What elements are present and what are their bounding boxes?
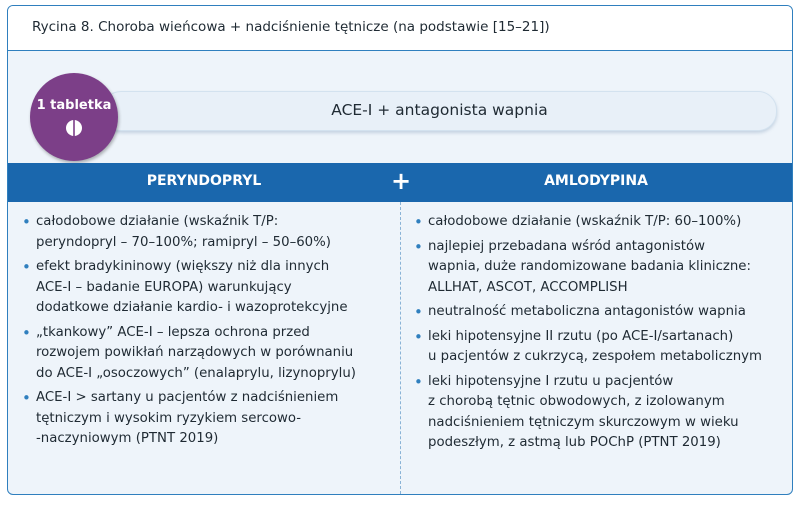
left-drug-header: PERYNDOPRYL (146, 173, 262, 189)
badge-label: 1 tabletka (36, 98, 112, 113)
column-divider (400, 202, 401, 494)
list-item: • leki hipotensyjne I rzutu u pacjentów z chorobą tętnic obwodowych, z izolowanym nadciśnieniem tętniczym skurczowym w wieku podeszłym, z astmą lub POChP (PTNT 2019) (410, 372, 780, 454)
list-item: • leki hipotensyjne II rzutu (po ACE-I/sartanach) u pacjentów z cukrzycą, zespołem metabolicznym (410, 327, 780, 368)
regimen-description: ACE-I + antagonista wapnia (331, 101, 548, 119)
figure-title-bar (8, 6, 792, 51)
list-item: • całodobowe działanie (wskaźnik T/P: 60–100%) (410, 212, 780, 233)
drug-columns-header (8, 163, 792, 202)
regimen-description-pill (102, 91, 777, 131)
one-tablet-badge (30, 73, 118, 161)
list-item: • najlepiej przebadana wśród antagonistów wapnia, duże randomizowane badania kliniczne: ALLHAT, ASCOT, ACCOMPLISH (410, 237, 780, 299)
pill-icon (65, 119, 83, 137)
figure-frame (7, 5, 793, 495)
perindopril-list (18, 212, 393, 454)
list-item: • efekt bradykininowy (większy niż dla innych ACE-I – badanie EUROPA) warunkujący dodatkowe działanie kardio- i wazoprotekcyjne (18, 257, 393, 319)
list-item: • całodobowe działanie (wskaźnik T/P: peryndopryl – 70–100%; ramipryl – 50–60%) (18, 212, 393, 253)
list-item: • „tkankowy” ACE-I – lepsza ochrona przed rozwojem powikłań narządowych w porównaniu do ACE-I „osoczowych” (enalaprylu, lizynoprylu) (18, 323, 393, 385)
right-drug-header: AMLODYPINA (544, 173, 648, 189)
list-item: • ACE-I > sartany u pacjentów z nadciśnieniem tętniczym i wysokim ryzykiem sercowo- -naczyniowym (PTNT 2019) (18, 388, 393, 450)
plus-icon: + (391, 167, 412, 195)
figure-title: Rycina 8. Choroba wieńcowa + nadciśnienie tętnicze (na podstawie [15–21]) (32, 19, 550, 35)
list-item: • neutralność metaboliczna antagonistów wapnia (410, 302, 780, 323)
amlodipine-list (410, 212, 780, 458)
